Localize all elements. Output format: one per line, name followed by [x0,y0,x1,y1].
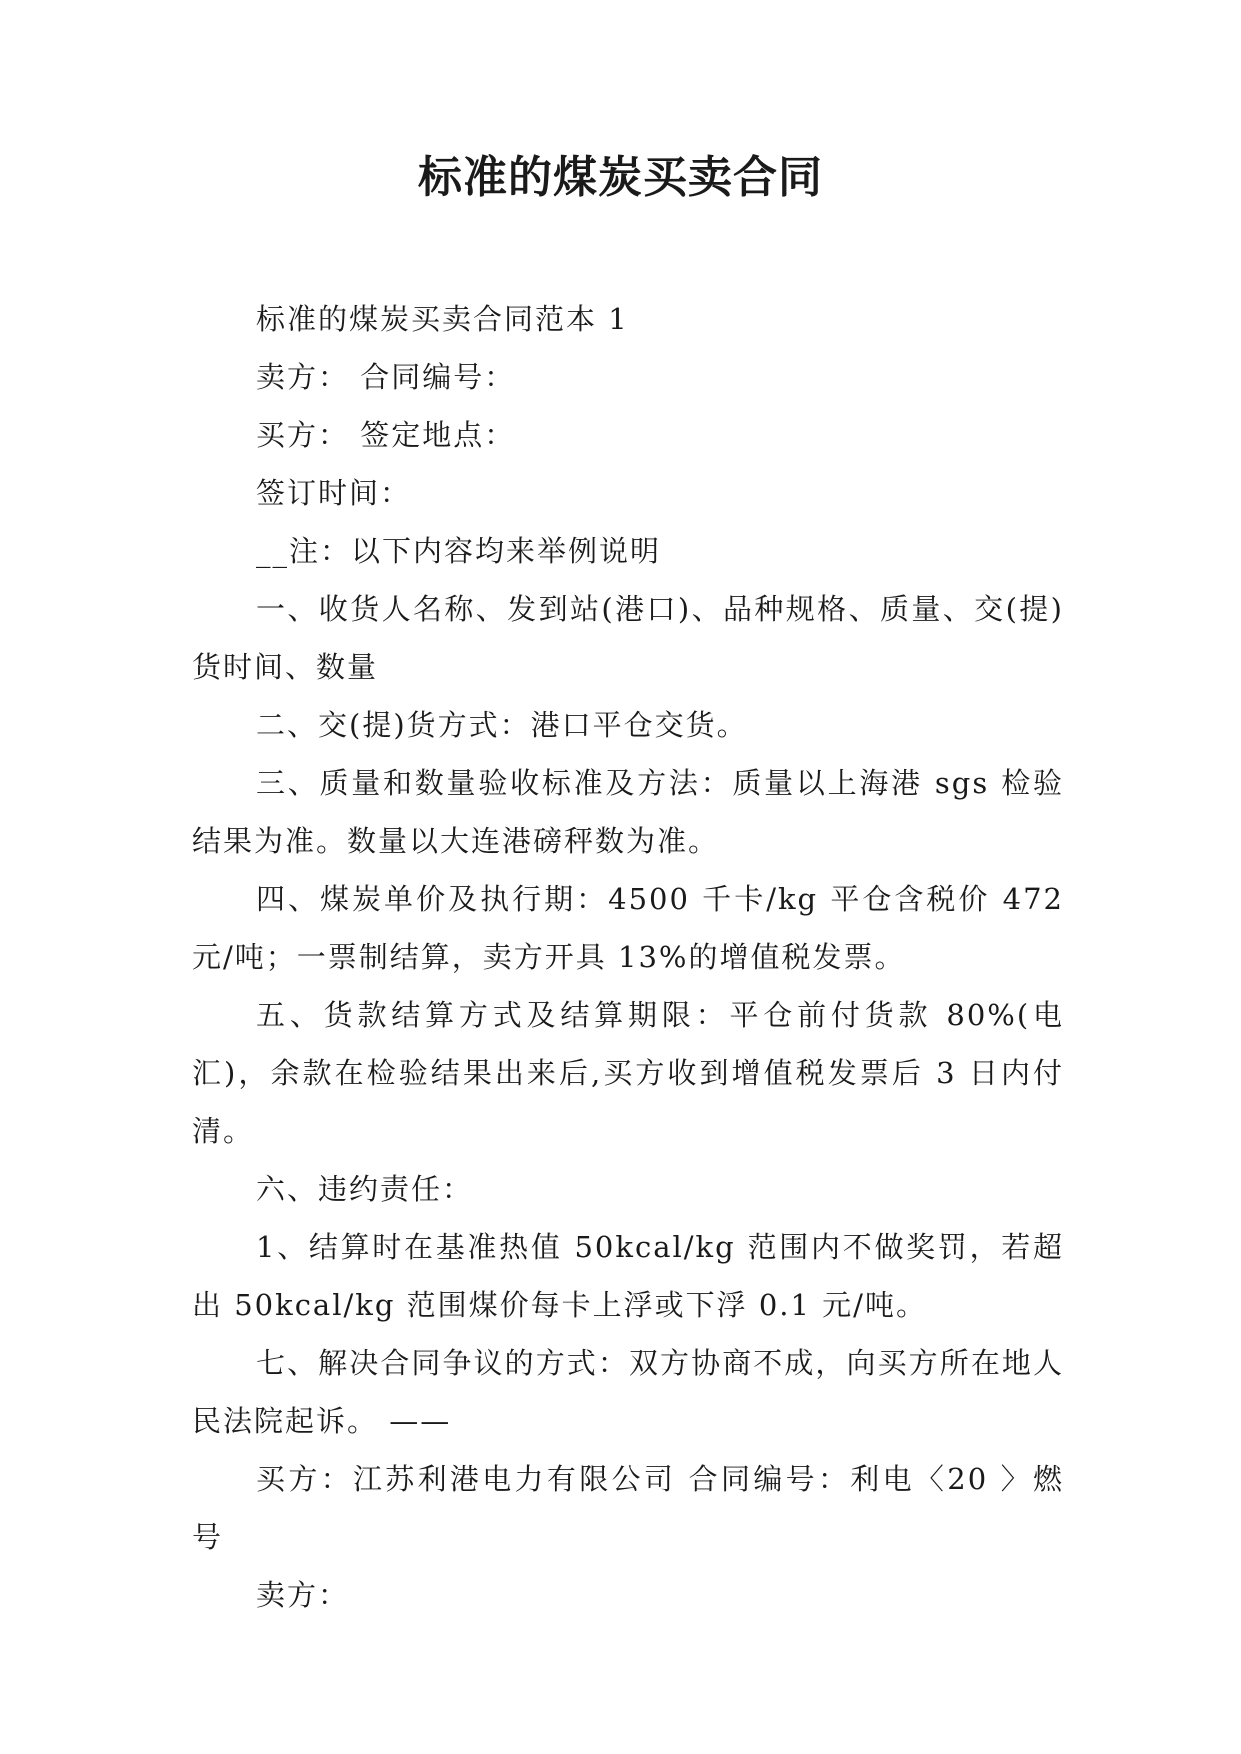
paragraph-clause-1: 一、收货人名称、发到站(港口)、品种规格、质量、交(提)货时间、数量 [192,592,1064,684]
paragraph-signing-time: 签订时间： [256,476,412,510]
paragraph-buyer-company: 买方：江苏利港电力有限公司 合同编号：利电〈20 〉燃 号 [192,1462,1064,1554]
paragraph-seller: 卖方： [256,1578,350,1612]
paragraph-clause-6-item-1: 1、结算时在基准热值 50kcal/kg 范围内不做奖罚，若超出 50kcal/kg 范围煤价每卡上浮或下浮 0.1 元/吨。 [192,1230,1064,1322]
paragraph-clause-6: 六、违约责任： [256,1172,474,1206]
paragraph-note: __注：以下内容均来举例说明 [256,534,662,568]
paragraph-clause-5: 五、货款结算方式及结算期限：平仓前付货款 80%(电汇)，余款在检验结果出来后,买方收到增值税发票后 3 日内付清。 [192,998,1064,1148]
paragraph-clause-3: 三、质量和数量验收标准及方法：质量以上海港 sgs 检验结果为准。数量以大连港磅秤数为准。 [192,766,1064,858]
document-body [192,290,1064,1624]
paragraph-clause-4: 四、煤炭单价及执行期：4500 千卡/kg 平仓含税价 472 元/吨；一票制结算，卖方开具 13%的增值税发票。 [192,882,1064,974]
paragraph-template-heading: 标准的煤炭买卖合同范本 1 [256,302,629,336]
paragraph-clause-2: 二、交(提)货方式：港口平仓交货。 [256,708,748,742]
paragraph-buyer-signing-place: 买方： 签定地点： [256,418,516,452]
paragraph-seller-contract-no: 卖方： 合同编号： [256,360,516,394]
document-title: 标准的煤炭买卖合同 [418,152,823,203]
paragraph-clause-7: 七、解决合同争议的方式：双方协商不成，向买方所在地人民法院起诉。 —— [192,1346,1064,1438]
